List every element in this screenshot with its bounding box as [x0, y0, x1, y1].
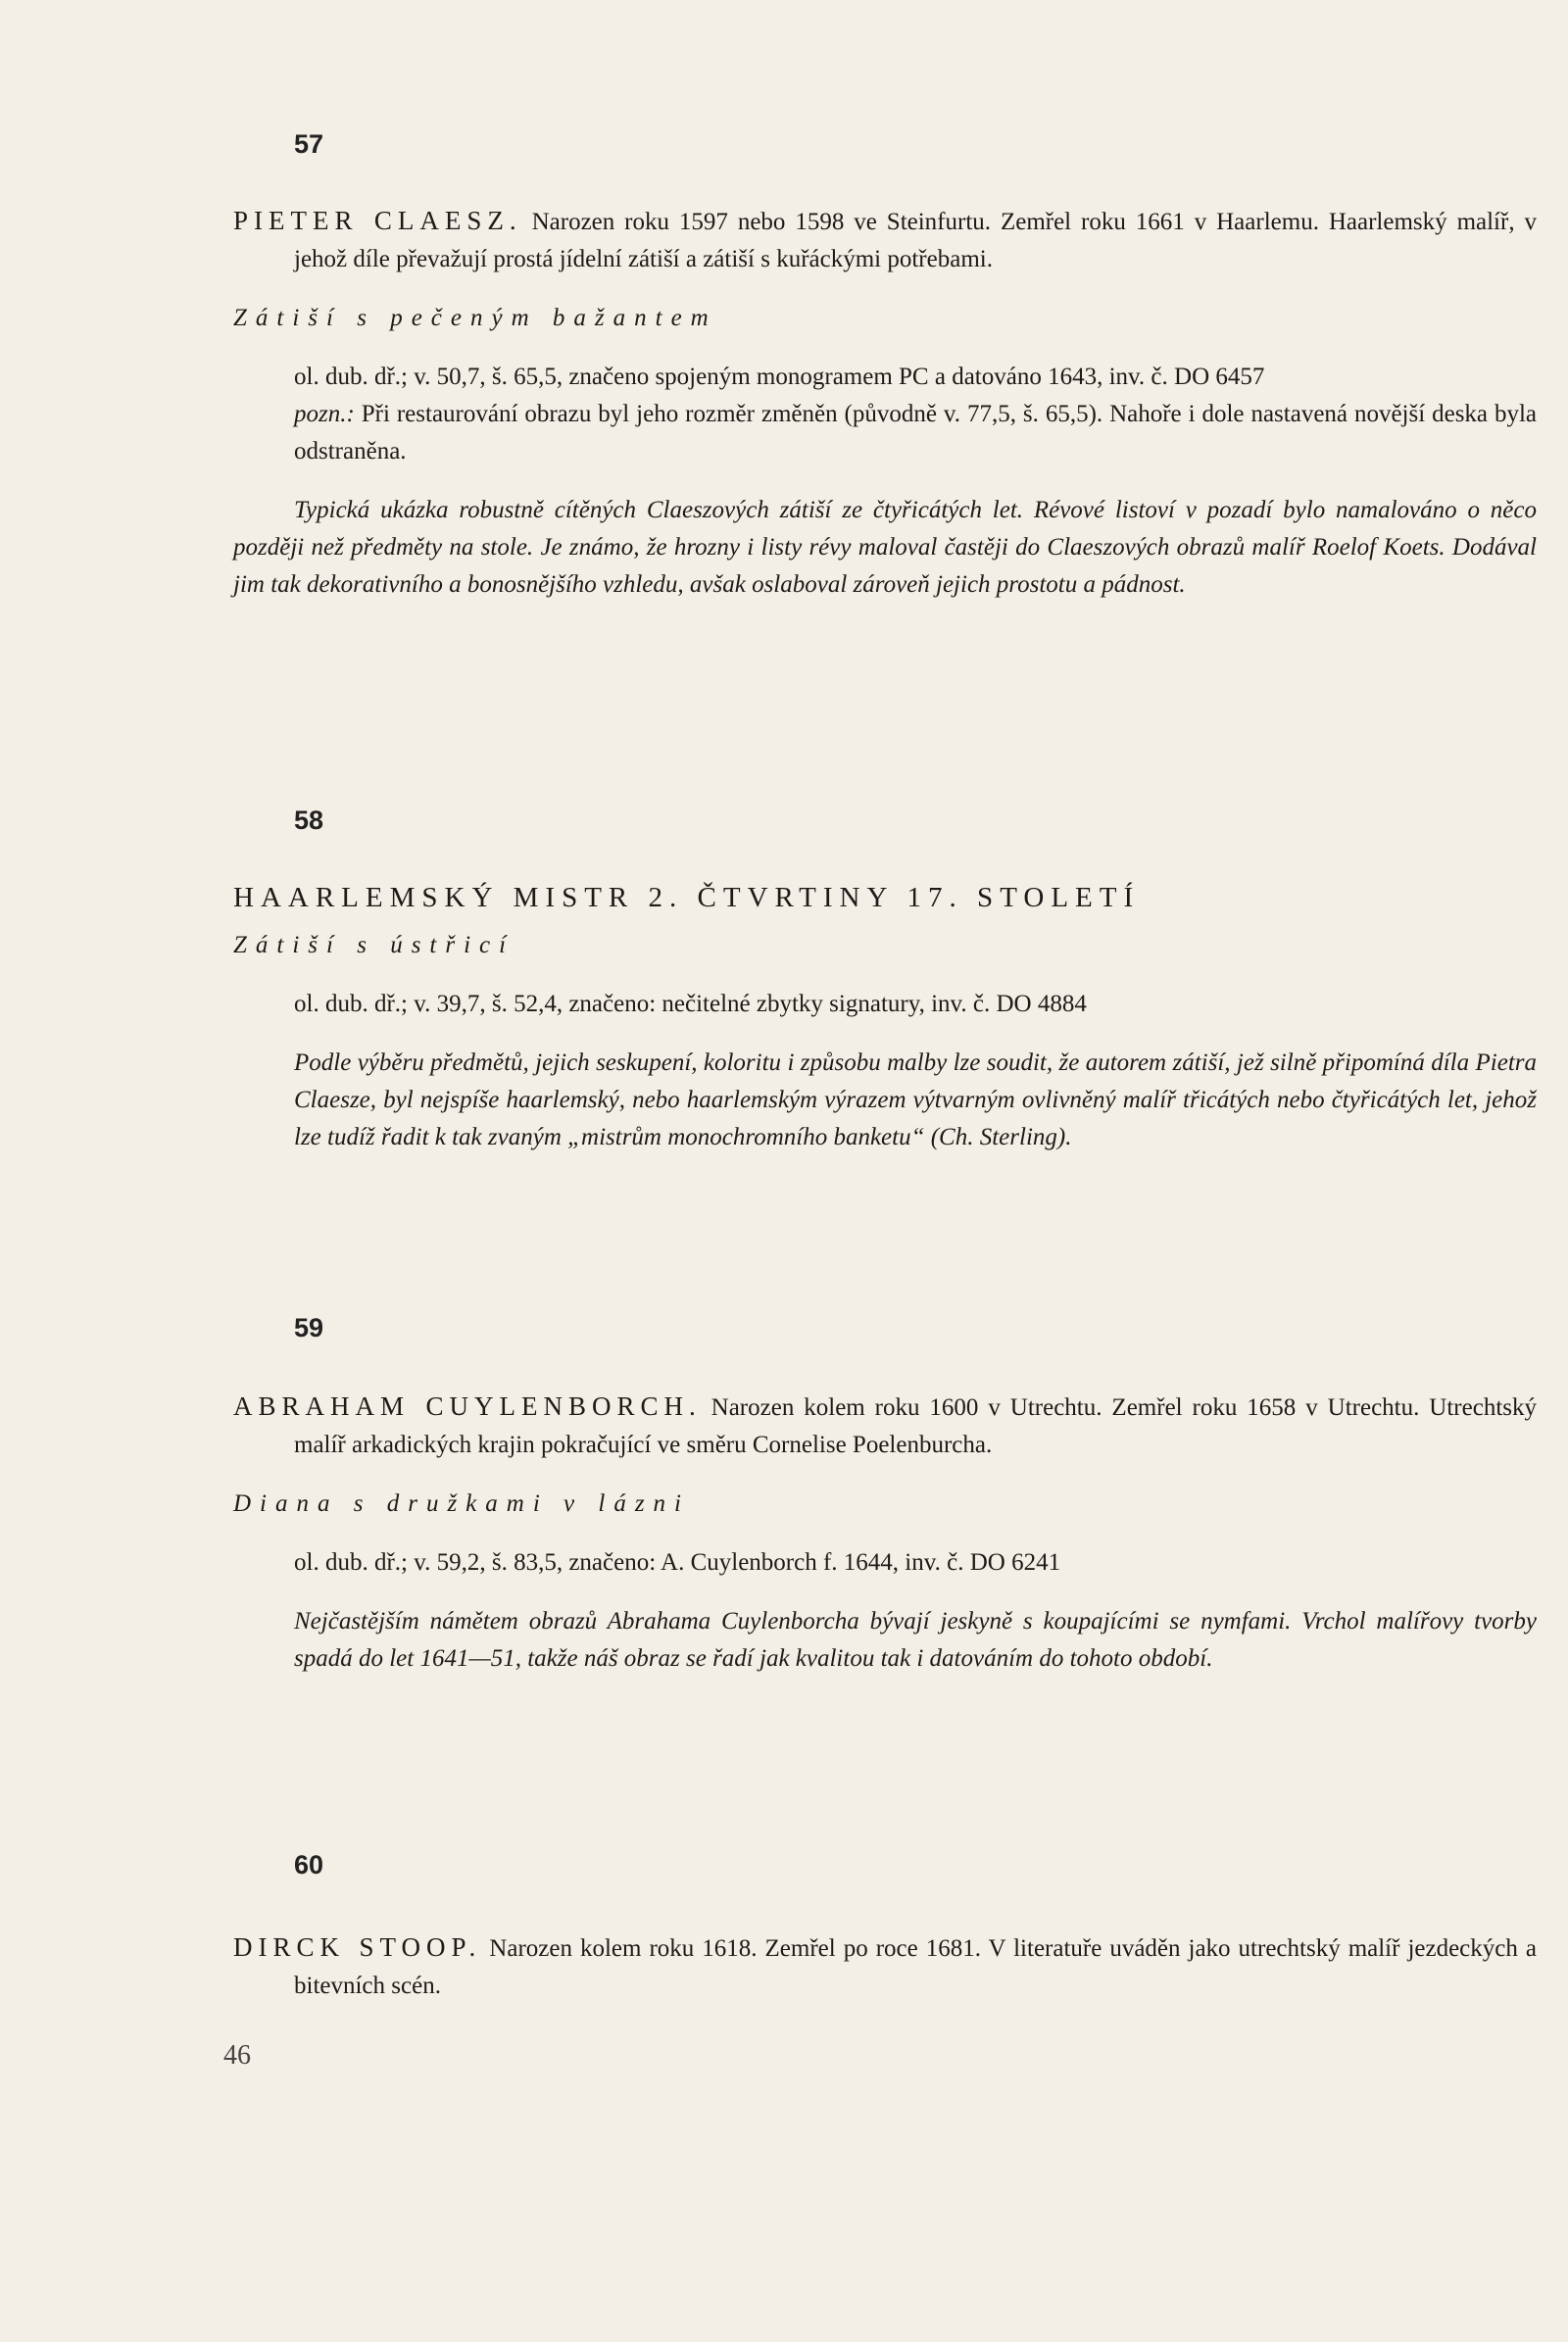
work-details: ol. dub. dř.; v. 39,7, š. 52,4, značeno: nečitelné zbytky signatury, inv. č. DO 4884: [294, 991, 1087, 1017]
entry-number: 58: [294, 805, 324, 835]
work-title: Zátiší s pečeným bažantem: [233, 305, 717, 331]
work-details: ol. dub. dř.; v. 59,2, š. 83,5, značeno: A. Cuylenborch f. 1644, inv. č. DO 6241: [294, 1549, 1061, 1576]
artist-bio: Narozen kolem roku 1618. Zemřel po roce 1681. V literatuře uváděn jako utrechtský malíř jezdeckých a bitevních scén.: [294, 1935, 1537, 1999]
entry-number: 57: [294, 129, 324, 159]
artist-name: ABRAHAM CUYLENBORCH.: [233, 1391, 702, 1421]
artist-paragraph: [233, 1388, 1537, 1464]
note-label: pozn.:: [294, 401, 355, 427]
commentary: Nejčastějším námětem obrazů Abrahama Cuylenborcha bývají jeskyně s koupajícími se nymfami. Vrchol malířovy tvorby spadá do let 1641—51, takže náš obraz se řadí jak kvalitou tak i datováním do tohoto období.: [294, 1608, 1537, 1672]
work-title: Diana s družkami v lázni: [233, 1490, 690, 1517]
artist-paragraph: [233, 1928, 1537, 2005]
commentary: Podle výběru předmětů, jejich seskupení, koloritu i způsobu malby lze soudit, že autorem zátiší, jež silně připomíná díla Pietra Claesze, byl nejspíše haarlemský, nebo haarlemským výrazem výtvarným ovlivněný malíř třicátých nebo čtyřicátých let, jehož lze tudíž řadit k tak zvaným „mistrům monochromního banketu“ (Ch. Sterling).: [294, 1049, 1537, 1150]
entry-57: [233, 202, 1537, 604]
artist-bio: Narozen kolem roku 1600 v Utrechtu. Zemřel roku 1658 v Utrechtu. Utrechtský malíř arkadických krajin pokračující ve směru Cornelise Poelenburcha.: [294, 1394, 1537, 1458]
artist-paragraph: [233, 202, 1537, 278]
commentary: Typická ukázka robustně cítěných Claeszových zátiší ze čtyřicátých let. Révové listoví v pozadí bylo namalováno o něco později než předměty na stole. Je známo, že hrozny i listy révy maloval častěji do Claeszových obrazů malíř Roelof Koets. Dodával jim tak dekorativního a bonosnějšího vzhledu, avšak oslaboval zároveň jejich prostotu a pádnost.: [233, 497, 1537, 598]
artist-name: PIETER CLAESZ.: [233, 206, 522, 235]
entry-58: [233, 878, 1537, 1156]
page-number: 46: [223, 2040, 251, 2071]
artist-bio: Narozen roku 1597 nebo 1598 ve Steinfurtu. Zemřel roku 1661 v Haarlemu. Haarlemský malíř, v jehož díle převažují prostá jídelní zátiší a zátiší s kuřáckými potřebami.: [294, 209, 1537, 272]
work-note: [233, 396, 1537, 470]
anonymous-heading: HAARLEMSKÝ MISTR 2. ČTVRTINY 17. STOLETÍ: [233, 882, 1141, 913]
entry-60: [233, 1928, 1537, 2005]
entry-number: 59: [294, 1313, 324, 1342]
work-details: ol. dub. dř.; v. 50,7, š. 65,5, značeno spojeným monogramem PC a datováno 1643, inv. č. DO 6457: [294, 364, 1265, 390]
work-title: Zátiší s ústřicí: [233, 932, 515, 958]
note-text: Při restaurování obrazu byl jeho rozměr změněn (původně v. 77,5, š. 65,5). Nahoře i dole nastavená novější deska byla odstraněna.: [294, 401, 1537, 464]
entry-59: [233, 1388, 1537, 1678]
artist-name: DIRCK STOOP.: [233, 1932, 482, 1962]
entry-number: 60: [294, 1850, 324, 1879]
